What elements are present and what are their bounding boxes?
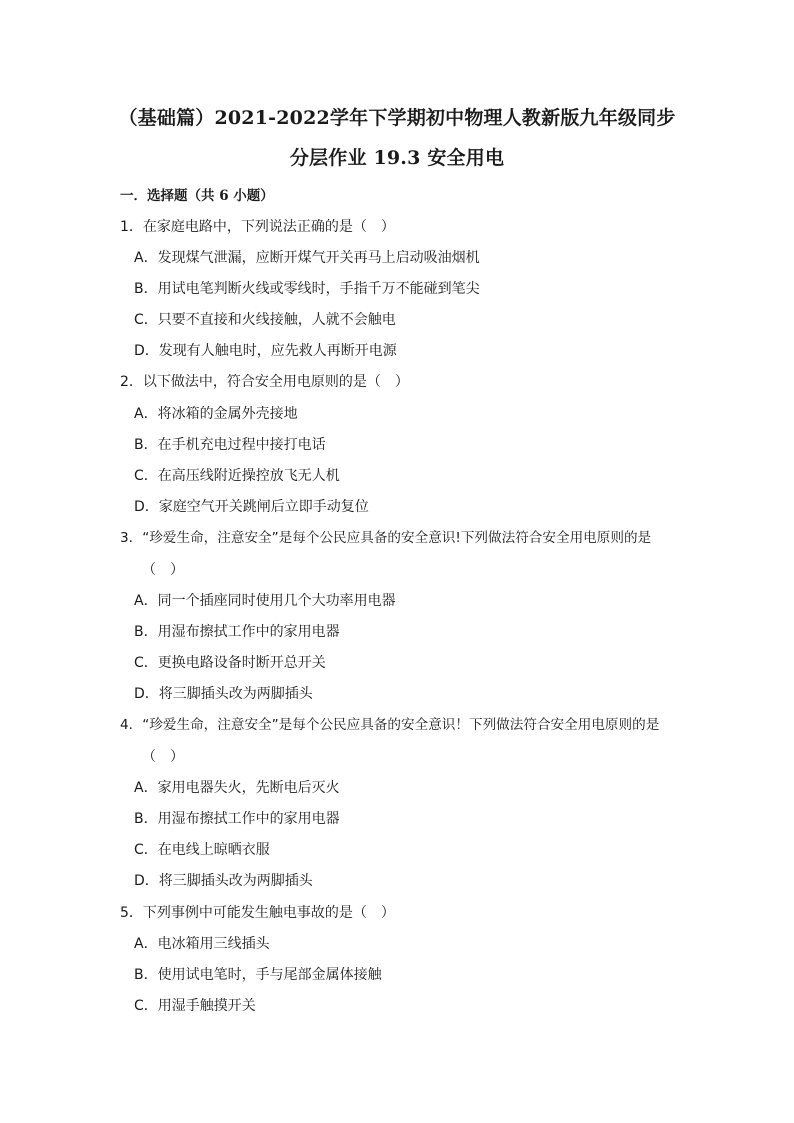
document-title-line-2: 分层作业 19.3 安全用电 bbox=[289, 147, 505, 169]
question-4-option-d: D．将三脚插头改为两脚插头 bbox=[134, 873, 313, 889]
question-4-stem-continuation: （ ） bbox=[142, 749, 184, 765]
question-1-option-b: B．用试电笔判断火线或零线时，手指千万不能碰到笔尖 bbox=[134, 281, 480, 297]
question-2-option-a: A．将冰箱的金属外壳接地 bbox=[134, 406, 298, 422]
question-5-stem: 5．下列事例中可能发生触电事故的是（ ） bbox=[120, 905, 395, 921]
question-3-stem: 3．“珍爱生命，注意安全”是每个公民应具备的安全意识!下列做法符合安全用电原则的是 bbox=[120, 530, 652, 546]
question-4-option-c: C．在电线上晾晒衣服 bbox=[134, 842, 270, 858]
question-4-stem: 4．“珍爱生命，注意安全”是每个公民应具备的安全意识！下列做法符合安全用电原则的是 bbox=[120, 717, 660, 733]
question-5-option-b: B．使用试电笔时，手与尾部金属体接触 bbox=[134, 967, 382, 983]
question-1-option-c: C．只要不直接和火线接触，人就不会触电 bbox=[134, 312, 396, 328]
question-3-option-a: A．同一个插座同时使用几个大功率用电器 bbox=[134, 593, 396, 609]
section-heading: 一．选择题（共 6 小题） bbox=[120, 188, 274, 204]
question-1-option-a: A．发现煤气泄漏，应断开煤气开关再马上启动吸油烟机 bbox=[134, 250, 480, 266]
question-2-stem: 2．以下做法中，符合安全用电原则的是（ ） bbox=[120, 374, 409, 390]
question-1-stem: 1．在家庭电路中，下列说法正确的是（ ） bbox=[120, 219, 395, 235]
question-2-option-c: C．在高压线附近操控放飞无人机 bbox=[134, 468, 340, 484]
question-5-option-a: A．电冰箱用三线插头 bbox=[134, 936, 270, 952]
question-1-option-d: D．发现有人触电时，应先救人再断开电源 bbox=[134, 343, 397, 359]
question-2-option-d: D．家庭空气开关跳闸后立即手动复位 bbox=[134, 499, 369, 515]
question-4-option-a: A．家用电器失火，先断电后灭火 bbox=[134, 780, 340, 796]
question-3-stem-continuation: （ ） bbox=[142, 562, 184, 578]
question-5-option-c: C．用湿手触摸开关 bbox=[134, 998, 256, 1014]
question-2-option-b: B．在手机充电过程中接打电话 bbox=[134, 437, 326, 453]
question-3-option-d: D．将三脚插头改为两脚插头 bbox=[134, 686, 313, 702]
question-4-option-b: B．用湿布擦拭工作中的家用电器 bbox=[134, 811, 340, 827]
question-3-option-c: C．更换电路设备时断开总开关 bbox=[134, 655, 326, 671]
question-3-option-b: B．用湿布擦拭工作中的家用电器 bbox=[134, 624, 340, 640]
document-title-line-1: （基础篇）2021-2022学年下学期初中物理人教新版九年级同步 bbox=[118, 107, 676, 129]
